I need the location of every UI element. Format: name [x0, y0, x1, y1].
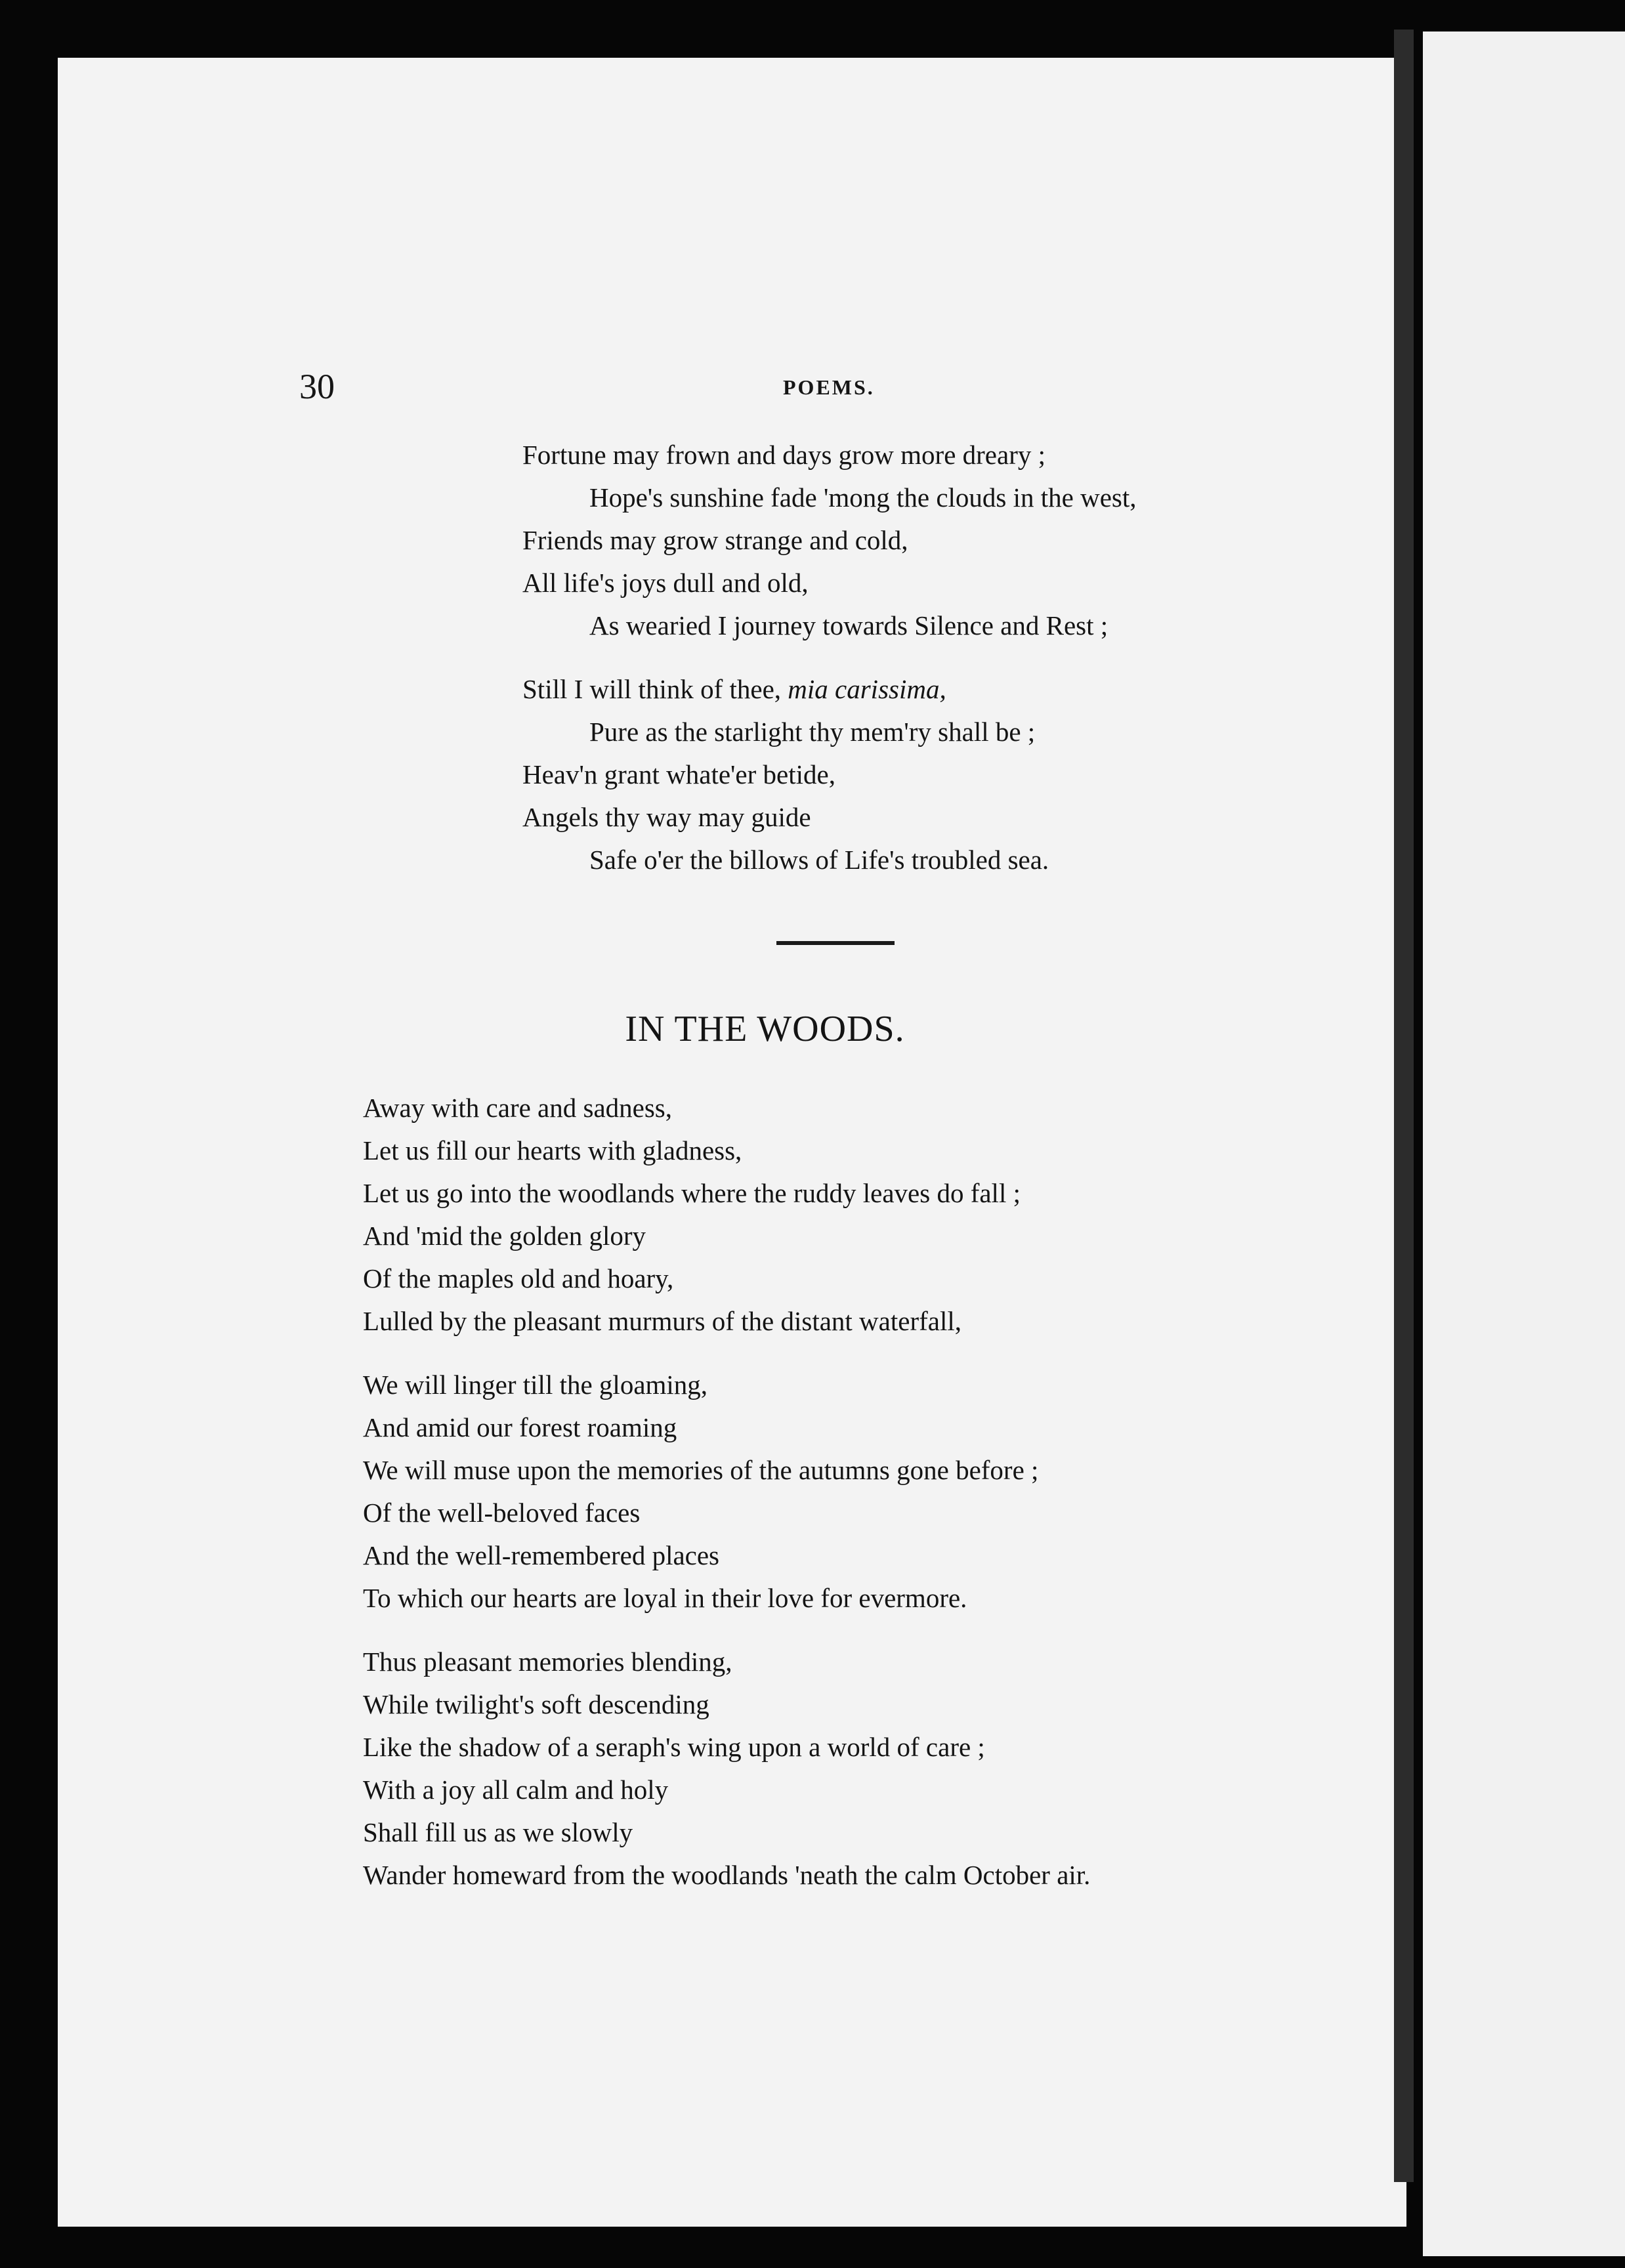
verse-line: While twilight's soft descending [363, 1689, 709, 1719]
verse-line [522, 668, 1441, 711]
verse-line: Heav'n grant whate'er betide, [522, 759, 835, 789]
verse-line: And 'mid the golden glory [363, 1221, 646, 1251]
poem-title: IN THE WOODS. [625, 1009, 905, 1049]
verse-line: Away with care and sadness, [363, 1093, 672, 1123]
stanza [363, 1364, 1413, 1620]
verse-line: Like the shadow of a seraph's wing upon a world of care ; [363, 1732, 985, 1762]
stanza [522, 668, 1441, 881]
verse-line: All life's joys dull and old, [522, 568, 809, 598]
poem-continued [522, 434, 1441, 881]
verse-line: Of the maples old and hoary, [363, 1263, 674, 1293]
book-spine [1394, 30, 1414, 2182]
running-head: POEMS. [783, 375, 875, 399]
verse-line: Let us go into the woodlands where the ruddy leaves do fall ; [363, 1178, 1021, 1208]
facing-page-edge [1423, 32, 1625, 2256]
stanza [363, 1641, 1413, 1897]
verse-line: Wander homeward from the woodlands 'neath the calm October air. [363, 1860, 1091, 1890]
verse-line-italic: mia carissima, [788, 674, 946, 704]
verse-line: Thus pleasant memories blending, [363, 1647, 732, 1677]
stanza [522, 434, 1441, 647]
verse-line: Pure as the starlight thy mem'ry shall be ; [589, 717, 1036, 747]
verse-line: Friends may grow strange and cold, [522, 525, 908, 555]
verse-line-roman: Still I will think of thee, [522, 674, 788, 704]
verse-line: Let us fill our hearts with gladness, [363, 1135, 742, 1166]
verse-line: We will linger till the gloaming, [363, 1370, 708, 1400]
verse-line: Of the well-beloved faces [363, 1498, 641, 1528]
book-page [58, 58, 1406, 2227]
verse-line: Hope's sunshine fade 'mong the clouds in the west, [589, 482, 1137, 513]
poem-in-the-woods [363, 1087, 1413, 1897]
verse-line: As wearied I journey towards Silence and Rest ; [589, 610, 1108, 640]
verse-line: Angels thy way may guide [522, 802, 811, 832]
verse-line: With a joy all calm and holy [363, 1774, 669, 1805]
verse-line: Safe o'er the billows of Life's troubled sea. [589, 845, 1049, 875]
stanza [363, 1087, 1413, 1343]
verse-line: Shall fill us as we slowly [363, 1817, 633, 1847]
verse-line: Lulled by the pleasant murmurs of the distant waterfall, [363, 1306, 961, 1336]
verse-line: To which our hearts are loyal in their love for evermore. [363, 1583, 967, 1613]
page-header [58, 366, 1406, 412]
section-divider [776, 941, 895, 945]
page-number: 30 [299, 367, 335, 406]
verse-line: And amid our forest roaming [363, 1412, 677, 1442]
verse-line: And the well-remembered places [363, 1540, 720, 1570]
verse-line: Fortune may frown and days grow more dreary ; [522, 440, 1045, 470]
verse-line: We will muse upon the memories of the autumns gone before ; [363, 1455, 1039, 1485]
